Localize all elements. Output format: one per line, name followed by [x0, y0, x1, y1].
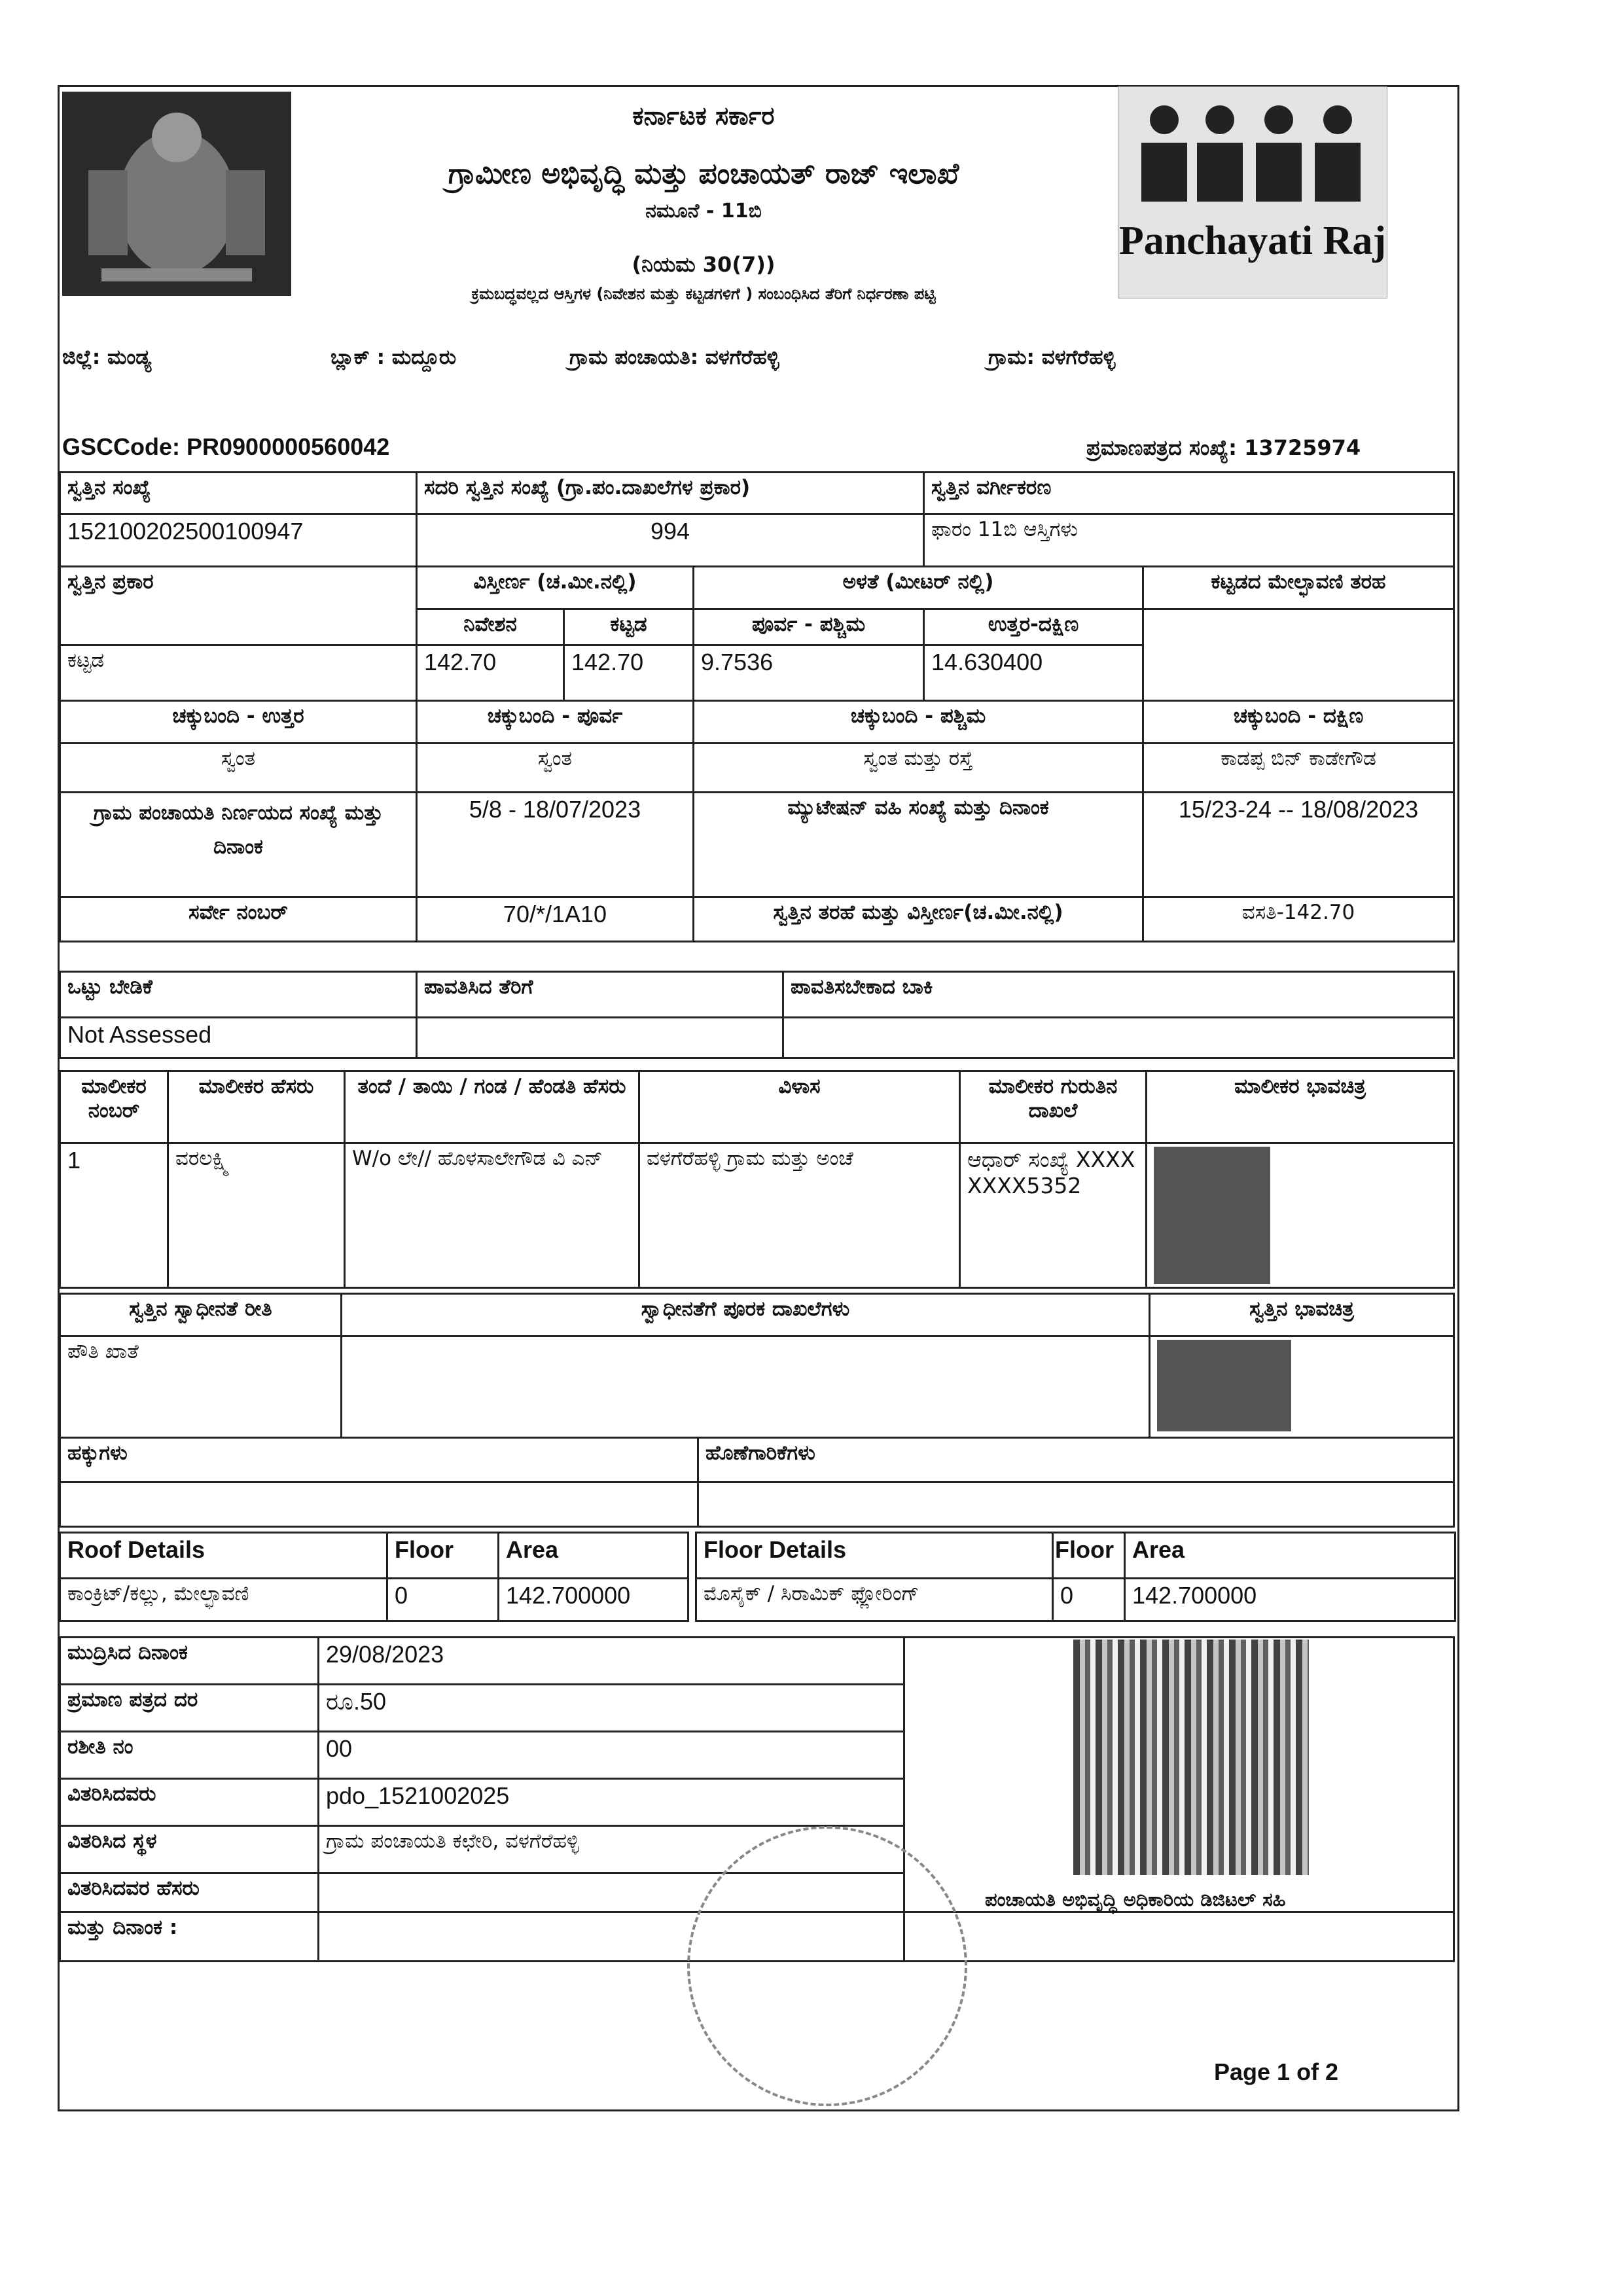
owner-name: ವರಲಕ್ಷ್ಮಿ [168, 1143, 345, 1288]
owner-photo-label: ಮಾಲೀಕರ ಭಾವಚಿತ್ರ [1147, 1071, 1454, 1143]
floor-details-table [695, 1532, 1456, 1622]
signature-blank [904, 1912, 1454, 1962]
floor-title: Floor Details [696, 1533, 1053, 1579]
east-west-label: ಪೂರ್ವ - ಪಶ್ಚಿಮ [694, 609, 924, 645]
fee-label: ಪ್ರಮಾಣ ಪತ್ರದ ದರ [60, 1685, 319, 1732]
ownership-mode: ಪೌತಿ ಖಾತೆ [60, 1336, 342, 1438]
roof-details-table [59, 1532, 689, 1622]
boundary-west: ಸ್ವಂತ ಮತ್ತು ರಸ್ತೆ [694, 744, 1143, 793]
survey-number: 70/*/1A10 [417, 897, 694, 942]
gp-resolution-label: ಗ್ರಾಮ ಪಂಚಾಯತಿ ನಿರ್ಣಯದ ಸಂಖ್ಯೆ ಮತ್ತು ದಿನಾಂಕ [60, 793, 417, 897]
tax-table [59, 971, 1455, 1059]
tax-paid [417, 1018, 783, 1058]
property-class: ಫಾರಂ 11ಬಿ ಆಸ್ತಿಗಳು [924, 514, 1454, 567]
relation-label: ತಂದೆ / ತಾಯಿ / ಗಂಡ / ಹೆಂಡತಿ ಹೆಸರು [345, 1071, 639, 1143]
property-type: ಕಟ್ಟಡ [60, 645, 417, 701]
digital-signature-label: ಪಂಚಾಯತಿ ಅಭಿವೃದ್ಧಿ ಅಧಿಕಾರಿಯ ಡಿಜಿಟಲ್ ಸಹಿ [985, 1888, 1286, 1910]
form-subtitle: ಕ್ರಮಬದ್ಧವಲ್ಲದ ಆಸ್ತಿಗಳ (ನಿವೇಶನ ಮತ್ತು ಕಟ್ಟಡಗಳಿಗೆ ) ಸಂಬಂಧಿಸಿದ ತೆರಿಗೆ ನಿರ್ಧರಣಾ ಪಟ್ಟಿ [471, 285, 936, 303]
area-label: ವಿಸ್ತೀರ್ಣ (ಚ.ಮೀ.ನಲ್ಲಿ) [417, 567, 694, 609]
village: ಗ್ರಾಮ: ವಳಗೆರೆಹಳ್ಳಿ [988, 346, 1116, 369]
boundary-east: ಸ್ವಂತ [417, 744, 694, 793]
floor-floor-label: Floor [1053, 1533, 1125, 1579]
rule-number: (ನಿಯಮ 30(7)) [632, 252, 776, 277]
receipt-label: ರಶೀತಿ ನಂ [60, 1732, 319, 1779]
survey-label: ಸರ್ವೇ ನಂಬರ್ [60, 897, 417, 942]
karnataka-emblem-icon [62, 92, 291, 296]
owner-photo-cell [1147, 1143, 1454, 1288]
issue-date-label: ಮತ್ತು ದಿನಾಂಕ : [60, 1912, 319, 1962]
issue-place-label: ವಿತರಿಸಿದ ಸ್ಥಳ [60, 1826, 319, 1873]
property-nature-label: ಸ್ವತ್ತಿನ ತರಹೆ ಮತ್ತು ವಿಸ್ತೀರ್ಣ(ಚ.ಮೀ.ನಲ್ಲಿ) [694, 897, 1143, 942]
district: ಜಿಲ್ಲೆ: ಮಂಡ್ಯ [62, 346, 152, 369]
building-area: 142.70 [564, 645, 694, 701]
property-class-label: ಸ್ವತ್ತಿನ ವರ್ಗೀಕರಣ [924, 473, 1454, 514]
fee: ರೂ.50 [319, 1685, 904, 1732]
boundary-south-label: ಚಕ್ಕುಬಂದಿ - ದಕ್ಷಿಣ [1143, 701, 1454, 744]
supporting-docs [342, 1336, 1150, 1438]
property-type-label: ಸ್ವತ್ತಿನ ಪ್ರಕಾರ [60, 567, 417, 645]
gsc-code: GSCCode: PR0900000560042 [62, 433, 390, 460]
issuer-label: ವಿತರಿಸಿದವರು [60, 1779, 319, 1826]
floor-area-label: Area [1125, 1533, 1455, 1579]
owner-name-label: ಮಾಲೀಕರ ಹೆಸರು [168, 1071, 345, 1143]
liabilities-label: ಹೊಣೆಗಾರಿಕೆಗಳು [698, 1438, 1454, 1482]
dept-title: ಗ್ರಾಮೀಣ ಅಭಿವೃದ್ಧಿ ಮತ್ತು ಪಂಚಾಯತ್ ರಾಜ್ ಇಲಾಖೆ [448, 157, 959, 190]
floor-type: ಮೊಸೈಕ್ / ಸಿರಾಮಿಕ್ ಫ್ಲೋರಿಂಗ್ [696, 1579, 1053, 1621]
supporting-docs-label: ಸ್ವಾಧೀನತೆಗೆ ಪೂರಕ ದಾಖಲೆಗಳು [342, 1294, 1150, 1336]
balance-due [783, 1018, 1454, 1058]
ownership-table [59, 1293, 1455, 1439]
gram-panchayat: ಗ್ರಾಮ ಪಂಚಾಯತಿ: ವಳಗೆರೆಹಳ್ಳಿ [569, 346, 779, 369]
owner-photo [1154, 1147, 1270, 1284]
total-demand: Not Assessed [60, 1018, 417, 1058]
issue-place: ಗ್ರಾಮ ಪಂಚಾಯತಿ ಕಛೇರಿ, ವಳಗೆರೆಹಳ್ಳಿ [319, 1826, 904, 1873]
owner-relation: W/o ಲೇ// ಹೊಳಸಾಲೇಗೌಡ ವಿ ಎನ್ [345, 1143, 639, 1288]
site-label: ನಿವೇಶನ [417, 609, 564, 645]
dimension-label: ಅಳತೆ (ಮೀಟರ್ ನಲ್ಲಿ) [694, 567, 1143, 609]
property-photo-cell [1150, 1336, 1454, 1438]
qr-code-icon [1073, 1640, 1309, 1875]
site-area: 142.70 [417, 645, 564, 701]
property-photo-label: ಸ್ವತ್ತಿನ ಭಾವಚಿತ್ರ [1150, 1294, 1454, 1336]
panchayati-raj-logo [1118, 86, 1387, 298]
boundary-east-label: ಚಕ್ಕುಬಂದಿ - ಪೂರ್ವ [417, 701, 694, 744]
boundary-north: ಸ್ವಂತ [60, 744, 417, 793]
property-table [59, 471, 1455, 942]
boundary-north-label: ಚಕ್ಕುಬಂದಿ - ಉತ್ತರ [60, 701, 417, 744]
sadari-no: 994 [417, 514, 924, 567]
form-number: ನಮೂನೆ - 11ಬಿ [645, 200, 762, 223]
mutation-label: ಮ್ಯುಟೇಷನ್ ವಹಿ ಸಂಖ್ಯೆ ಮತ್ತು ದಿನಾಂಕ [694, 793, 1143, 897]
liabilities-value [698, 1482, 1454, 1527]
ownership-mode-label: ಸ್ವತ್ತಿನ ಸ್ವಾಧೀನತೆ ರೀತಿ [60, 1294, 342, 1336]
issuer-name-label: ವಿತರಿಸಿದವರ ಹೆಸರು [60, 1873, 319, 1912]
block: ಬ್ಲಾಕ್ : ಮದ್ದೂರು [330, 346, 457, 369]
north-south-value: 14.630400 [924, 645, 1143, 701]
property-no-label: ಸ್ವತ್ತಿನ ಸಂಖ್ಯೆ [60, 473, 417, 514]
roof-floor: 0 [387, 1579, 499, 1621]
roof-floor-label: Floor [387, 1533, 499, 1579]
floor-floor: 0 [1053, 1579, 1125, 1621]
rights-table [59, 1437, 1455, 1528]
gp-resolution: 5/8 - 18/07/2023 [417, 793, 694, 897]
address-label: ವಿಳಾಸ [639, 1071, 960, 1143]
owner-table [59, 1070, 1455, 1289]
sadari-label: ಸದರಿ ಸ್ವತ್ತಿನ ಸಂಖ್ಯೆ (ಗ್ರಾ.ಪಂ.ದಾಖಲೆಗಳ ಪ್ರಕಾರ) [417, 473, 924, 514]
building-label: ಕಟ್ಟಡ [564, 609, 694, 645]
issuer: pdo_1521002025 [319, 1779, 904, 1826]
tax-paid-label: ಪಾವತಿಸಿದ ತೆರಿಗೆ [417, 972, 783, 1018]
floor-area: 142.700000 [1125, 1579, 1455, 1621]
roof-title: Roof Details [60, 1533, 387, 1579]
owner-no-label: ಮಾಲೀಕರ ನಂಬರ್ [60, 1071, 168, 1143]
boundary-south: ಕಾಡಪ್ಪ ಬಿನ್ ಕಾಡೇಗೌಡ [1143, 744, 1454, 793]
property-nature: ವಸತಿ-142.70 [1143, 897, 1454, 942]
roof-area-label: Area [499, 1533, 688, 1579]
property-photo [1157, 1340, 1291, 1431]
total-demand-label: ಒಟ್ಟು ಬೇಡಿಕೆ [60, 972, 417, 1018]
balance-due-label: ಪಾವತಿಸಬೇಕಾದ ಬಾಕಿ [783, 972, 1454, 1018]
print-date-label: ಮುದ್ರಿಸಿದ ದಿನಾಂಕ [60, 1638, 319, 1685]
print-date: 29/08/2023 [319, 1638, 904, 1685]
receipt-no: 00 [319, 1732, 904, 1779]
owner-id: ಆಧಾರ್ ಸಂಖ್ಯೆ XXXXXXXX5352 [960, 1143, 1147, 1288]
roof-area: 142.700000 [499, 1579, 688, 1621]
owner-no: 1 [60, 1143, 168, 1288]
govt-title: ಕರ್ನಾಟಕ ಸರ್ಕಾರ [632, 101, 775, 130]
rights-value [60, 1482, 698, 1527]
roof-type-label: ಕಟ್ಟಡದ ಮೇಲ್ಛಾವಣಿ ತರಹ [1143, 567, 1454, 609]
boundary-west-label: ಚಕ್ಕುಬಂದಿ - ಪಶ್ಚಿಮ [694, 701, 1143, 744]
mutation-value: 15/23-24 -- 18/08/2023 [1143, 793, 1454, 897]
office-seal-stamp [687, 1826, 967, 2106]
east-west-value: 9.7536 [694, 645, 924, 701]
certificate-number: ಪ್ರಮಾಣಪತ್ರದ ಸಂಖ್ಯೆ: 13725974 [1086, 435, 1361, 460]
rights-label: ಹಕ್ಕುಗಳು [60, 1438, 698, 1482]
owner-id-label: ಮಾಲೀಕರ ಗುರುತಿನ ದಾಖಲೆ [960, 1071, 1147, 1143]
logo-text: Panchayati Raj [1118, 219, 1387, 263]
north-south-label: ಉತ್ತರ-ದಕ್ಷಿಣ [924, 609, 1143, 645]
roof-type-value [1143, 609, 1454, 701]
page-number: Page 1 of 2 [1214, 2058, 1339, 2085]
roof-type: ಕಾಂಕ್ರಿಟ್/ಕಲ್ಲು, ಮೇಲ್ಛಾವಣಿ [60, 1579, 387, 1621]
property-no: 152100202500100947 [60, 514, 417, 567]
owner-address: ವಳಗೆರೆಹಳ್ಳಿ ಗ್ರಾಮ ಮತ್ತು ಅಂಚೆ [639, 1143, 960, 1288]
